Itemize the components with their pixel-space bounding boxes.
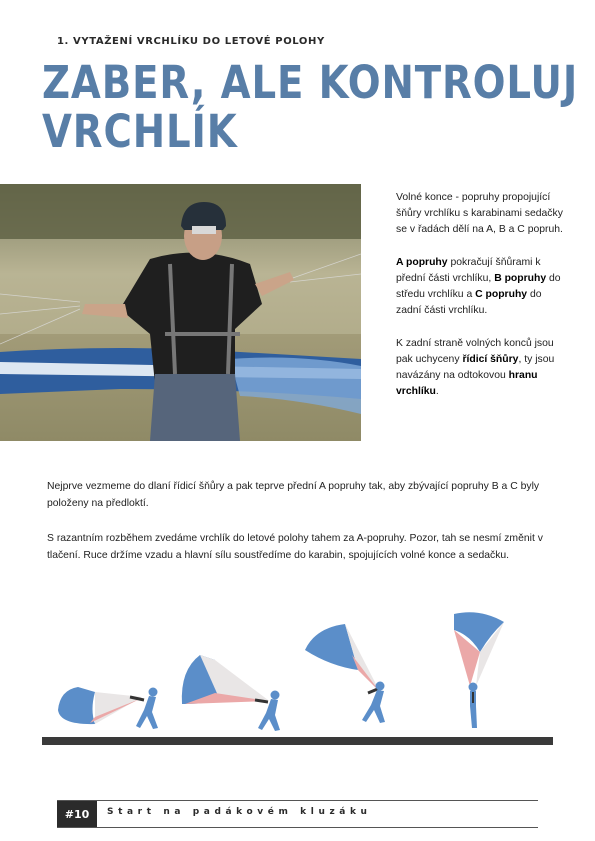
risers-explanation	[396, 190, 566, 417]
launch-sequence-illustration	[40, 600, 555, 750]
risers-paragraph-3	[396, 336, 566, 400]
section-label: 1. VYTAŽENÍ VRCHLÍKU DO LETOVÉ POLOHY	[57, 36, 325, 47]
risers-paragraph-2	[396, 255, 566, 319]
risers-paragraph-1: Volné konce - popruhy propojující šňůry vrchlíku s karabinami sedačky se v řadách dělí na A, B a C popruh.	[396, 192, 563, 235]
headline-line-1: ZABER, ALE KONTROLUJ	[42, 56, 579, 109]
pilot-photo	[0, 184, 361, 441]
body-paragraph-1: Nejprve vezmeme do dlaní řídicí šňůry a pak teprve přední A popruhy tak, aby zbývající popruhy B a C byly položeny na předloktí.	[47, 481, 540, 509]
risers-text: pokračují šňůrami k přední části vrchlíku,	[396, 257, 541, 284]
a-risers-term: A popruhy	[396, 257, 448, 268]
launch-stage-1	[58, 687, 158, 729]
risers-text: K zadní straně volných konců jsou pak uchyceny	[396, 338, 554, 365]
risers-text: .	[435, 386, 439, 397]
page-headline	[42, 56, 579, 158]
body-paragraph-2: S razantním rozběhem zvedáme vrchlík do letové polohy tahem za A-popruhy. Pozor, tah se nesmí změnit v tlačení. Ruce držíme vzadu a hlavní sílu soustředíme do karabin, spojujících volné konce a sedačku.	[47, 533, 543, 561]
brake-lines-term: řídicí šňůry	[462, 354, 519, 365]
ground-bar	[42, 737, 553, 745]
footer-title: Start na padákovém kluzáku	[107, 807, 372, 817]
footer-rule-top	[57, 800, 538, 801]
b-risers-term: B popruhy	[494, 273, 547, 284]
launch-stage-3	[305, 624, 385, 723]
risers-text: do středu vrchlíku a	[396, 273, 561, 300]
launch-stage-4	[454, 612, 504, 728]
c-risers-term: C popruhy	[475, 289, 528, 300]
headline-line-2: VRCHLÍK	[42, 105, 238, 158]
risers-text: , ty jsou navázány na odtokovou	[396, 354, 555, 381]
trailing-edge-term: hranu vrchlíku	[396, 370, 538, 397]
footer-rule-bottom	[57, 827, 538, 828]
page-number: #10	[57, 801, 97, 827]
body-text	[47, 478, 552, 582]
launch-stage-2	[182, 655, 280, 731]
risers-text: do zadní části vrchlíku.	[396, 289, 542, 316]
